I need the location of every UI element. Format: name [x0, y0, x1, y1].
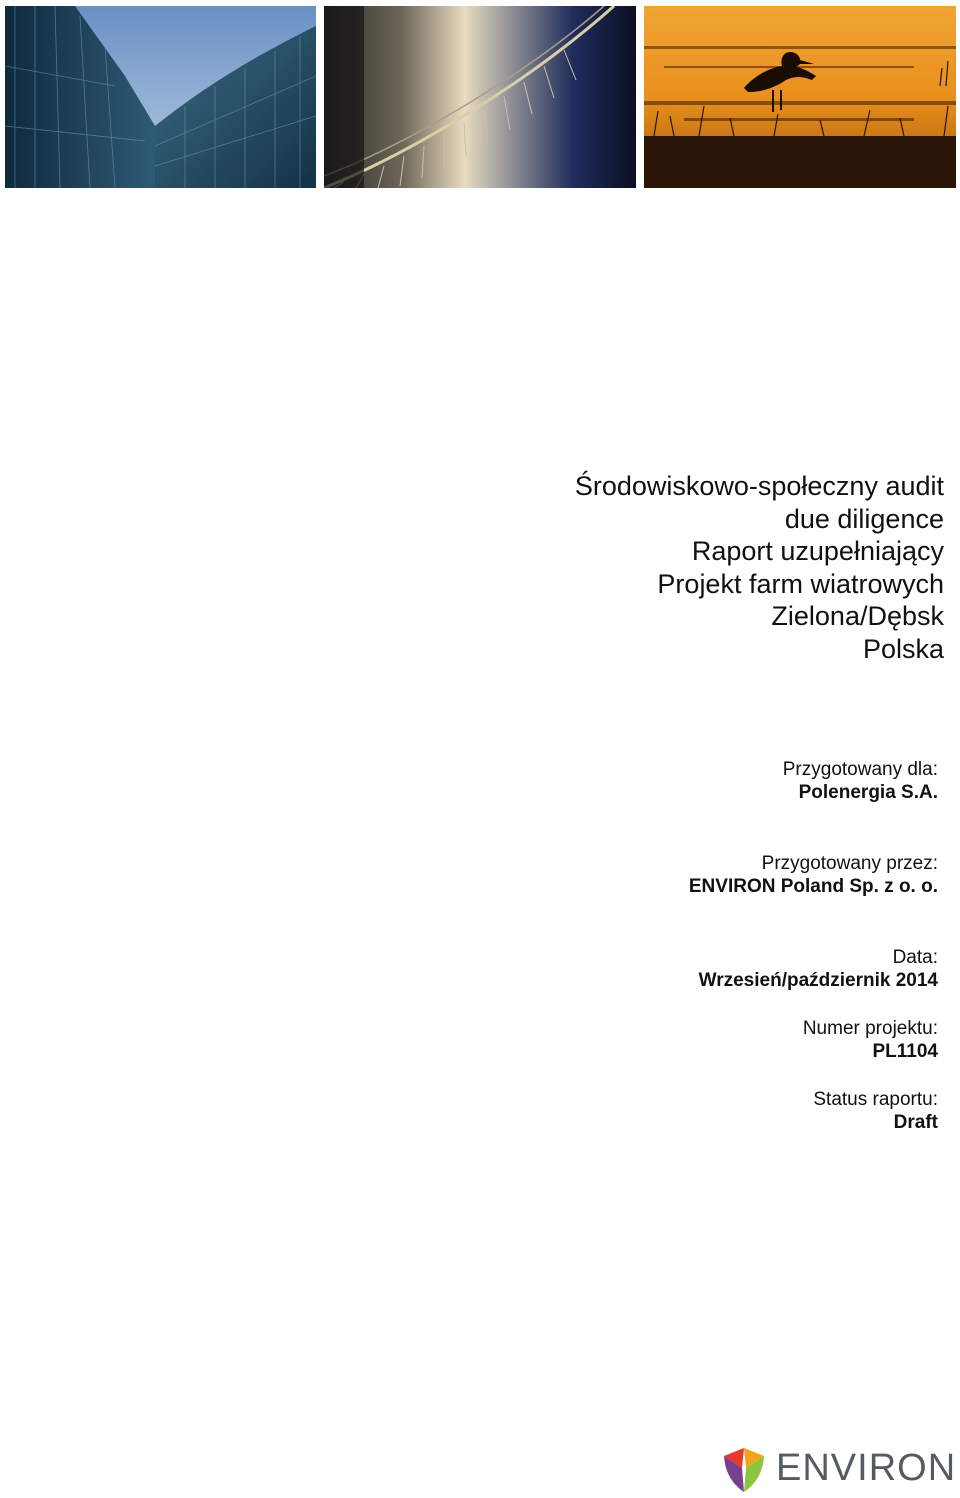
- title-line: due diligence: [784, 503, 944, 534]
- title-line: Raport uzupełniający: [691, 536, 944, 567]
- prepared-by-block: [689, 852, 938, 898]
- prepared-for-label: Przygotowany dla:: [782, 759, 938, 780]
- report-title: [575, 470, 944, 666]
- date-label: Data:: [892, 947, 938, 968]
- project-number-block: [803, 1017, 938, 1063]
- environ-logo: [720, 1440, 957, 1496]
- title-line: Projekt farm wiatrowych: [657, 568, 944, 599]
- heron-sunset-photo: [644, 6, 956, 188]
- title-line: Środowiskowo-społeczny audit: [574, 471, 944, 501]
- report-status-block: [813, 1088, 938, 1134]
- prepared-by-label: Przygotowany przez:: [761, 853, 938, 874]
- prepared-by-value: ENVIRON Poland Sp. z o. o.: [688, 876, 938, 897]
- date-value: Wrzesień/październik 2014: [698, 970, 938, 991]
- title-line: Polska: [862, 633, 944, 664]
- report-status-value: Draft: [893, 1112, 938, 1133]
- steel-staircase-photo: [324, 6, 636, 188]
- glass-building-photo: [5, 6, 316, 188]
- prepared-for-value: Polenergia S.A.: [798, 782, 938, 803]
- prepared-for-block: [783, 758, 938, 804]
- environ-logo-mark-icon: [720, 1442, 770, 1494]
- report-status-label: Status raportu:: [813, 1089, 938, 1110]
- title-line: Zielona/Dębsk: [771, 601, 944, 632]
- project-number-label: Numer projektu:: [802, 1018, 938, 1039]
- project-number-value: PL1104: [872, 1041, 938, 1062]
- environ-logo-text: ENVIRON: [776, 1446, 957, 1489]
- date-block: [699, 946, 938, 992]
